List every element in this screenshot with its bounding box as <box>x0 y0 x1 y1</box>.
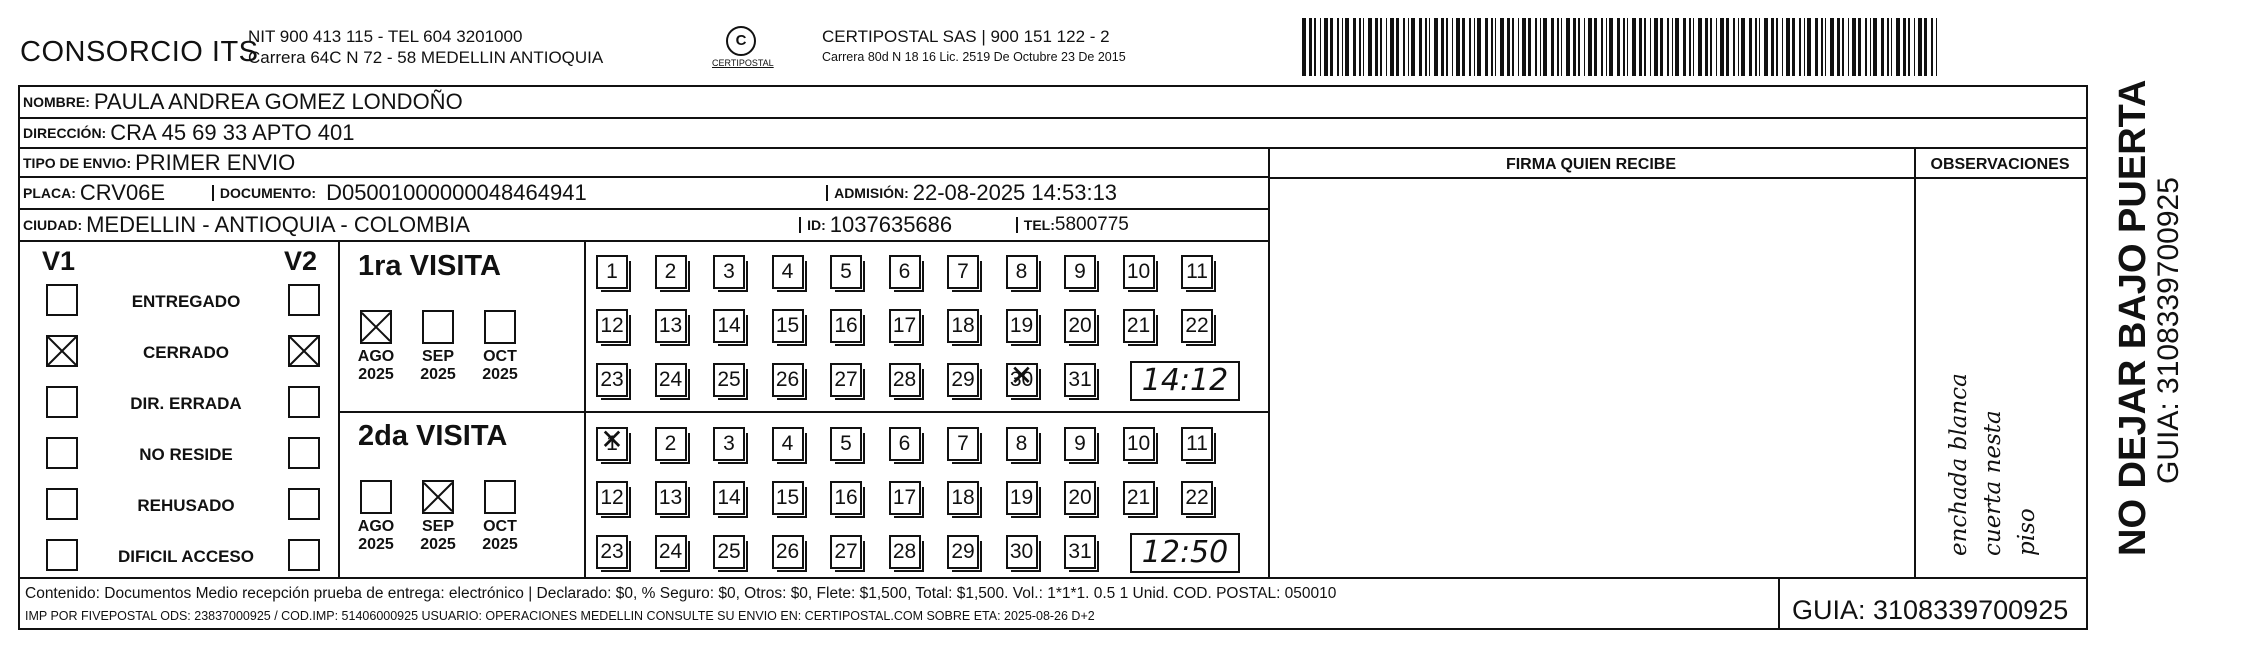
barcode-bar <box>1390 18 1394 76</box>
day-checkbox[interactable]: 9 <box>1064 427 1096 461</box>
barcode-bar <box>1738 18 1739 76</box>
barcode-bar <box>1535 18 1537 76</box>
month-year: 2025 <box>358 536 394 553</box>
barcode-bar <box>1606 18 1607 76</box>
barcode-bar <box>1309 18 1312 76</box>
barcode-bar <box>1830 18 1834 76</box>
barcode-bar <box>1528 18 1531 76</box>
month-label <box>478 518 522 554</box>
day-checkbox[interactable]: 13 <box>655 309 687 343</box>
admision-label: ADMISIÓN: <box>826 185 909 201</box>
barcode-bar <box>1848 18 1849 76</box>
day-checkbox[interactable]: 26 <box>772 363 804 397</box>
barcode-bar <box>1425 18 1427 76</box>
day-checkbox[interactable]: 14 <box>713 309 745 343</box>
barcode-bar <box>1314 18 1316 76</box>
barcode-bar <box>1924 18 1927 76</box>
visit-time: 14:12 <box>1130 361 1240 401</box>
barcode-bar <box>1632 18 1636 76</box>
v1-checkbox[interactable] <box>46 539 78 571</box>
barcode-bar <box>1419 18 1422 76</box>
barcode-bar <box>1573 18 1576 76</box>
day-checkbox[interactable]: 9 <box>1064 255 1096 289</box>
v2-checkbox[interactable] <box>288 386 320 418</box>
side-guia: GUIA: 3108339700925 <box>2152 177 2185 484</box>
month-label <box>354 348 398 384</box>
day-checkbox[interactable]: 12 <box>596 481 628 515</box>
certipostal-logo <box>712 26 774 68</box>
status-label: CERRADO <box>143 343 229 362</box>
day-checkbox[interactable]: 31 <box>1064 363 1096 397</box>
day-checkbox[interactable]: 2 <box>655 427 687 461</box>
barcode-bar <box>1594 18 1597 76</box>
barcode-bar <box>1396 18 1399 76</box>
barcode-bar <box>1693 18 1694 76</box>
barcode-bar <box>1870 18 1871 76</box>
barcode-bar <box>1302 18 1306 76</box>
v2-header: V2 <box>284 246 318 276</box>
barcode-bar <box>1914 18 1915 76</box>
barcode-bar <box>1561 18 1562 76</box>
month-checkbox[interactable] <box>422 480 454 514</box>
barcode-bar <box>1429 18 1430 76</box>
day-checkbox[interactable]: 23 <box>596 535 628 569</box>
day-checkbox[interactable]: 29 <box>947 535 979 569</box>
barcode-bar <box>1588 18 1592 76</box>
status-label: NO RESIDE <box>139 445 233 464</box>
barcode-bar <box>1342 18 1343 76</box>
barcode-bar <box>1456 18 1460 76</box>
barcode-bar <box>1776 18 1778 76</box>
barcode-bar <box>1462 18 1465 76</box>
barcode-bar <box>1627 18 1628 76</box>
tipo-value: PRIMER ENVIO <box>135 149 296 175</box>
day-checkbox[interactable]: 8 <box>1006 427 1038 461</box>
barcode-bar <box>1710 18 1712 76</box>
day-checkbox[interactable]: 19 <box>1006 481 1038 515</box>
barcode-bar <box>1689 18 1691 76</box>
id-value: 1037635686 <box>829 212 953 237</box>
day-checkbox[interactable]: 31 <box>1064 535 1096 569</box>
day-checkbox[interactable]: 8 <box>1006 255 1038 289</box>
company-contact <box>248 26 603 68</box>
day-checkbox[interactable]: 1 ✕ <box>596 427 628 461</box>
status-label: DIR. ERRADA <box>130 394 242 413</box>
v1-header: V1 <box>42 246 76 276</box>
barcode-bar <box>1726 18 1729 76</box>
barcode-bar <box>1543 18 1547 76</box>
day-checkbox[interactable]: 21 <box>1123 481 1155 515</box>
day-checkbox[interactable]: 7 <box>947 255 979 289</box>
tipo-label: TIPO DE ENVIO: <box>23 154 132 171</box>
day-checkbox[interactable]: 14 <box>713 481 745 515</box>
v2-checkbox[interactable] <box>288 539 320 571</box>
day-checkbox[interactable]: 15 <box>772 481 804 515</box>
barcode-bar <box>1675 18 1679 76</box>
v2-checkbox[interactable] <box>288 437 320 469</box>
month-name: OCT <box>483 348 517 365</box>
barcode-bar <box>1650 18 1651 76</box>
day-checkbox[interactable]: 17 <box>889 309 921 343</box>
day-checkbox[interactable]: 3 <box>713 427 745 461</box>
day-checkbox[interactable]: 3 <box>713 255 745 289</box>
barcode-bar <box>1825 18 1826 76</box>
barcode-bar <box>1683 18 1686 76</box>
row-placa <box>20 178 1270 210</box>
nombre-value: PAULA ANDREA GOMEZ LONDOÑO <box>93 89 463 114</box>
day-checkbox[interactable]: 27 <box>830 535 862 569</box>
barcode-bar <box>1720 18 1724 76</box>
ciudad-label: CIUDAD: <box>23 217 83 233</box>
barcode <box>1302 18 1938 76</box>
month-name: AGO <box>357 518 395 535</box>
barcode-bar <box>1495 18 1496 76</box>
day-checkbox[interactable]: 19 <box>1006 309 1038 343</box>
barcode-bar <box>1375 18 1378 76</box>
day-checkbox[interactable]: 5 <box>830 427 862 461</box>
barcode-bar <box>1903 18 1906 76</box>
barcode-bar <box>1469 18 1471 76</box>
barcode-bar <box>1363 18 1364 76</box>
barcode-bar <box>1639 18 1642 76</box>
month-year: 2025 <box>482 536 518 553</box>
footer-divider <box>20 577 2086 579</box>
observaciones-header: OBSERVACIONES <box>1930 156 2070 173</box>
company-name: CONSORCIO ITS <box>20 36 259 68</box>
documento-value: D05001000000048464941 <box>326 180 587 205</box>
barcode-bar <box>1660 18 1663 76</box>
barcode-bar <box>1617 18 1620 76</box>
day-checkbox[interactable]: 18 <box>947 481 979 515</box>
direccion-value: CRA 45 69 33 APTO 401 <box>110 120 355 145</box>
day-checkbox[interactable]: 10 <box>1123 255 1155 289</box>
month-checkbox[interactable] <box>422 310 454 344</box>
barcode-bar <box>1566 18 1570 76</box>
day-checkbox[interactable]: 30 ✕ <box>1006 363 1038 397</box>
day-checkbox[interactable]: 22 <box>1181 481 1213 515</box>
month-label <box>478 348 522 384</box>
barcode-bar <box>1799 18 1801 76</box>
barcode-bar <box>1733 18 1735 76</box>
day-checkbox[interactable]: 13 <box>655 481 687 515</box>
day-checkbox[interactable]: 11 <box>1181 255 1213 289</box>
day-checkbox[interactable]: 23 <box>596 363 628 397</box>
day-checkbox[interactable]: 25 <box>713 535 745 569</box>
barcode-bar <box>1887 18 1889 76</box>
day-checkbox[interactable]: 1 <box>596 255 628 289</box>
day-checkbox[interactable]: 24 <box>655 363 687 397</box>
barcode-bar <box>1644 18 1646 76</box>
day-checkbox[interactable]: 20 <box>1064 309 1096 343</box>
barcode-bar <box>1792 18 1795 76</box>
day-checkbox[interactable]: 16 <box>830 481 862 515</box>
barcode-bar <box>1667 18 1669 76</box>
barcode-bar <box>1852 18 1856 76</box>
barcode-bar <box>1705 18 1708 76</box>
barcode-bar <box>1512 18 1514 76</box>
barcode-bar <box>1936 18 1937 76</box>
day-checkbox[interactable]: 2 <box>655 255 687 289</box>
month-name: SEP <box>421 348 454 365</box>
footer-guia-divider <box>1778 577 1780 628</box>
barcode-bar <box>1749 18 1752 76</box>
barcode-bar <box>1452 18 1453 76</box>
day-checkbox[interactable]: 18 <box>947 309 979 343</box>
barcode-bar <box>1716 18 1717 76</box>
right-border <box>2086 87 2088 577</box>
status-label: REHUSADO <box>137 496 235 515</box>
day-checkbox[interactable]: 6 <box>889 427 921 461</box>
month-year: 2025 <box>420 366 456 383</box>
header-divider <box>1268 177 2086 179</box>
month-checkbox[interactable] <box>484 310 516 344</box>
firma-header: FIRMA QUIEN RECIBE <box>1505 156 1677 173</box>
barcode-bar <box>1551 18 1554 76</box>
barcode-bar <box>1485 18 1488 76</box>
month-year: 2025 <box>358 366 394 383</box>
month-label <box>416 348 460 384</box>
barcode-bar <box>1337 18 1339 76</box>
month-name: SEP <box>421 518 454 535</box>
v1-checkbox[interactable] <box>46 284 78 316</box>
barcode-bar <box>1522 18 1526 76</box>
status-label: ENTREGADO <box>131 292 241 311</box>
barcode-bar <box>1584 18 1585 76</box>
day-checkbox[interactable]: 21 <box>1123 309 1155 343</box>
barcode-bar <box>1441 18 1444 76</box>
barcode-bar <box>1698 18 1702 76</box>
barcode-bar <box>1324 18 1328 76</box>
day-checkbox[interactable]: 10 <box>1123 427 1155 461</box>
visit-divider <box>584 242 586 577</box>
day-checkbox[interactable]: 29 <box>947 363 979 397</box>
barcode-bar <box>1320 18 1321 76</box>
barcode-bar <box>1918 18 1922 76</box>
day-checkbox[interactable]: 17 <box>889 481 921 515</box>
certipostal-logo-icon: C <box>726 26 756 56</box>
visit-time: 12:50 <box>1130 533 1240 573</box>
direccion-label: DIRECCIÓN: <box>23 125 107 141</box>
ciudad-value: MEDELLIN - ANTIOQUIA - COLOMBIA <box>86 212 470 237</box>
barcode-bar <box>1764 18 1768 76</box>
barcode-bar <box>1786 18 1790 76</box>
obs-line2: cuerta nesta <box>1980 410 2006 556</box>
address-line: Carrera 64C N 72 - 58 MEDELLIN ANTIOQUIA <box>248 48 604 67</box>
day-checkbox[interactable]: 11 <box>1181 427 1213 461</box>
status-divider <box>338 242 340 577</box>
certi-line1: CERTIPOSTAL SAS | 900 151 122 - 2 <box>822 27 1110 46</box>
month-year: 2025 <box>420 536 456 553</box>
barcode-bar <box>1500 18 1504 76</box>
day-checkbox[interactable]: 30 <box>1006 535 1038 569</box>
month-label <box>354 518 398 554</box>
v1-checkbox[interactable] <box>46 335 78 367</box>
month-name: AGO <box>357 348 395 365</box>
barcode-bar <box>1881 18 1884 76</box>
day-checkbox[interactable]: 15 <box>772 309 804 343</box>
day-checkbox[interactable]: 28 <box>889 535 921 569</box>
barcode-bar <box>1403 18 1405 76</box>
barcode-bar <box>1353 18 1356 76</box>
day-checkbox[interactable]: 6 <box>889 255 921 289</box>
barcode-bar <box>1896 18 1900 76</box>
visit-separator <box>338 411 1268 413</box>
month-name: OCT <box>483 518 517 535</box>
footer-guia: GUIA: 3108339700925 <box>1792 595 2069 625</box>
day-checkbox[interactable]: 25 <box>713 363 745 397</box>
barcode-bar <box>1837 18 1840 76</box>
barcode-bar <box>1540 18 1541 76</box>
barcode-bar <box>1380 18 1382 76</box>
barcode-bar <box>1891 18 1892 76</box>
id-label: ID: <box>799 217 826 233</box>
barcode-bar <box>1782 18 1783 76</box>
month-checkbox[interactable] <box>360 480 392 514</box>
barcode-bar <box>1807 18 1811 76</box>
side-warning: NO DEJAR BAJO PUERTA <box>2112 79 2154 556</box>
nit-line: NIT 900 413 115 - TEL 604 3201000 <box>248 27 523 46</box>
v1-checkbox[interactable] <box>46 437 78 469</box>
v1-checkbox[interactable] <box>46 488 78 520</box>
month-year: 2025 <box>482 366 518 383</box>
v2-checkbox[interactable] <box>288 284 320 316</box>
row-nombre <box>20 87 2086 119</box>
day-checkbox[interactable]: 24 <box>655 535 687 569</box>
barcode-bar <box>1842 18 1844 76</box>
barcode-bar <box>1865 18 1867 76</box>
barcode-bar <box>1609 18 1613 76</box>
logo-text: CERTIPOSTAL <box>712 58 774 68</box>
observaciones-left-border <box>1914 149 1916 577</box>
barcode-bar <box>1755 18 1757 76</box>
barcode-bar <box>1821 18 1823 76</box>
day-checkbox[interactable]: 16 <box>830 309 862 343</box>
day-checkbox[interactable]: 4 <box>772 427 804 461</box>
day-checkbox[interactable]: 4 <box>772 255 804 289</box>
month-checkbox[interactable] <box>360 310 392 344</box>
visit-title: 2da VISITA <box>358 420 508 452</box>
barcode-bar <box>1654 18 1658 76</box>
barcode-bar <box>1491 18 1493 76</box>
barcode-bar <box>1672 18 1673 76</box>
row-direccion <box>20 119 2086 149</box>
day-checkbox[interactable]: 26 <box>772 535 804 569</box>
certi-line2: Carrera 80d N 18 16 Lic. 2519 De Octubre 23 De 2015 <box>822 50 1126 64</box>
barcode-bar <box>1359 18 1361 76</box>
barcode-bar <box>1518 18 1519 76</box>
barcode-bar <box>1408 18 1409 76</box>
nombre-label: NOMBRE: <box>23 94 90 110</box>
visit-title: 1ra VISITA <box>358 250 501 282</box>
tel-value: 5800775 <box>1054 214 1129 235</box>
barcode-bar <box>1804 18 1805 76</box>
day-checkbox[interactable]: 28 <box>889 363 921 397</box>
tel-label: TEL: <box>1016 217 1055 233</box>
month-checkbox[interactable] <box>484 480 516 514</box>
day-checkbox[interactable]: 5 <box>830 255 862 289</box>
status-label: DIFICIL ACCESO <box>117 547 254 566</box>
barcode-bar <box>1759 18 1760 76</box>
barcode-bar <box>1557 18 1559 76</box>
barcode-bar <box>1771 18 1774 76</box>
documento-label: DOCUMENTO: <box>212 185 316 201</box>
footer-imp: IMP POR FIVEPOSTAL ODS: 23837000925 / COD.IMP: 51406000925 USUARIO: OPERACIONES MEDELLIN CONSULTE SU ENVIO EN: CERTIPOSTAL.COM SOBRE ETA: 2025-08-26 D+2 <box>25 609 1095 623</box>
barcode-bar <box>1411 18 1415 76</box>
admision-value: 22-08-2025 14:53:13 <box>912 180 1118 205</box>
day-checkbox[interactable]: 12 <box>596 309 628 343</box>
day-checkbox[interactable]: 7 <box>947 427 979 461</box>
barcode-bar <box>1477 18 1481 76</box>
v1-checkbox[interactable] <box>46 386 78 418</box>
obs-line1: enchada blanca <box>1946 373 1972 556</box>
day-checkbox[interactable]: 22 <box>1181 309 1213 343</box>
v2-checkbox[interactable] <box>288 335 320 367</box>
barcode-bar <box>1330 18 1333 76</box>
barcode-bar <box>1386 18 1387 76</box>
barcode-bar <box>1858 18 1861 76</box>
row-tipo-envio <box>20 149 1270 178</box>
barcode-bar <box>1368 18 1372 76</box>
row-ciudad <box>20 210 1270 242</box>
certipostal-info <box>822 26 1126 68</box>
day-checkbox[interactable]: 27 <box>830 363 862 397</box>
observaciones-handwriting <box>1942 256 2044 556</box>
placa-label: PLACA: <box>23 185 76 201</box>
barcode-bar <box>1741 18 1745 76</box>
barcode-bar <box>1908 18 1910 76</box>
barcode-bar <box>1623 18 1625 76</box>
barcode-bar <box>1931 18 1933 76</box>
barcode-bar <box>1507 18 1510 76</box>
barcode-bar <box>1601 18 1603 76</box>
month-label <box>416 518 460 554</box>
barcode-bar <box>1578 18 1580 76</box>
placa-value: CRV06E <box>79 180 166 205</box>
barcode-bar <box>1873 18 1877 76</box>
barcode-bar <box>1345 18 1349 76</box>
obs-line3: piso <box>2014 508 2040 556</box>
barcode-bar <box>1434 18 1438 76</box>
barcode-bar <box>1474 18 1475 76</box>
day-checkbox[interactable]: 20 <box>1064 481 1096 515</box>
barcode-bar <box>1815 18 1818 76</box>
footer-contenido: Contenido: Documentos Medio recepción prueba de entrega: electrónico | Declarado: $0, % Seguro: $0, Otros: $0, Flete: $1,500, Total: $1,500. Vol.: 1*1*1. 0.5 1 Unid. COD. POSTAL: 050010 <box>25 585 1337 602</box>
barcode-bar <box>1446 18 1448 76</box>
v2-checkbox[interactable] <box>288 488 320 520</box>
